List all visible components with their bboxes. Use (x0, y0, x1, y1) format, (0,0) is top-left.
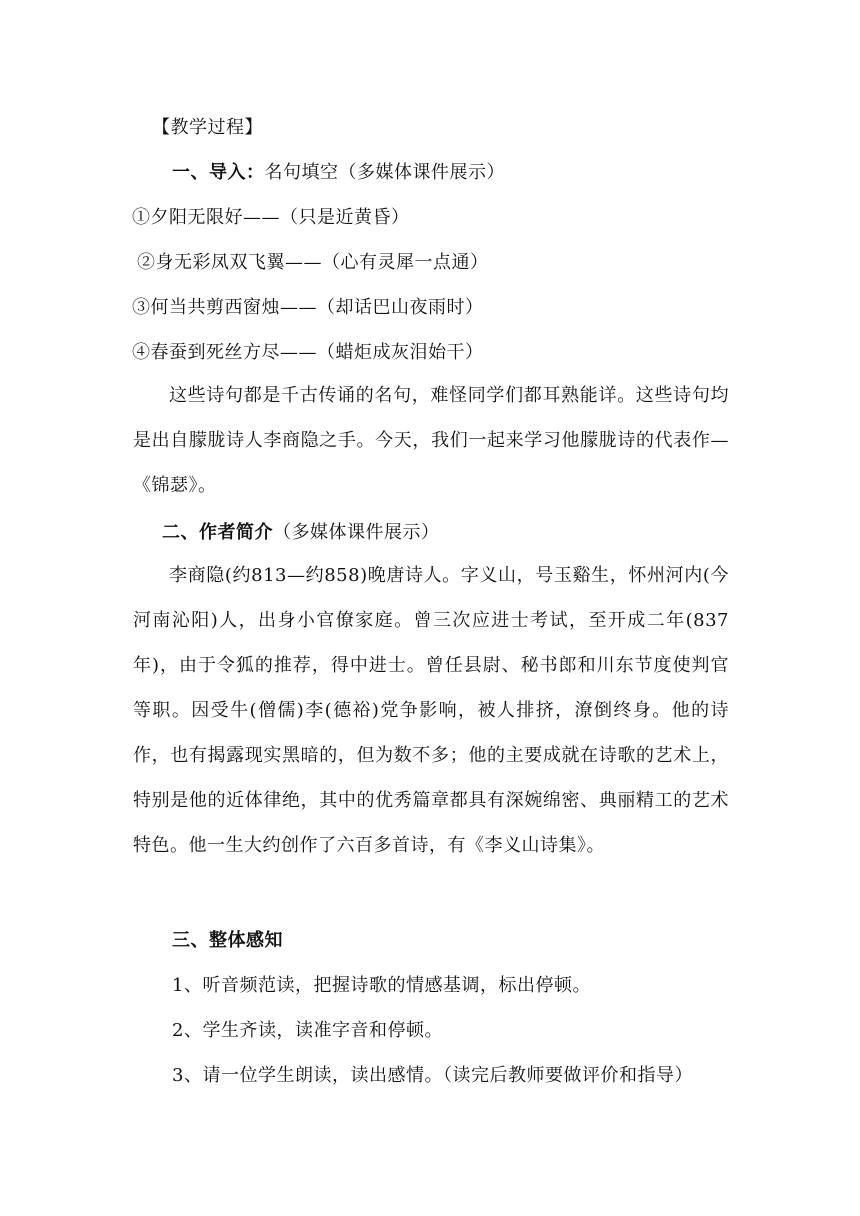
section-3-heading: 三、整体感知 (172, 930, 283, 951)
section-2-subtitle: （多媒体课件展示） (273, 522, 440, 543)
section-2-heading (162, 521, 440, 545)
section-1-heading (172, 161, 505, 185)
section-1-title: 一、导入： (172, 162, 265, 183)
step-1: 1、听音频范读，把握诗歌的情感基调，标出停顿。 (172, 975, 591, 996)
section-2-title: 二、作者简介 (162, 522, 273, 543)
author-paragraph: 李商隐(约813—约858)晚唐诗人。字义山，号玉谿生，怀州河内(今河南沁阳)人，出身小官僚家庭。曾三次应进士考试，至开成二年(837年)，由于令狐的推荐，得中进士。曾任县尉、秘书郎和川东节度使判官等职。因受牛(僧儒)李(德裕)党争影响，被人排挤，潦倒终身。他的诗作，也有揭露现实黑暗的，但为数不多；他的主要成就在诗歌的艺术上，特别是他的近体律绝，其中的优秀篇章都具有深婉绵密、典丽精工的艺术特色。他一生大约创作了六百多首诗，有《李义山诗集》。 (133, 565, 729, 856)
quote-2: ②身无彩凤双飞翼——（心有灵犀一点通） (137, 252, 489, 273)
quote-1: ①夕阳无限好——（只是近黄昏） (132, 207, 410, 228)
section-1-subtitle: 名句填空（多媒体课件展示） (264, 162, 505, 183)
quote-4: ④春蚕到死丝方尽——（蜡炬成灰泪始干） (132, 342, 484, 363)
intro-paragraph: 这些诗句都是千古传诵的名句，难怪同学们都耳熟能详。这些诗句均是出自朦胧诗人李商隐之手。今天，我们一起来学习他朦胧诗的代表作—《锦瑟》。 (133, 385, 729, 496)
section-heading: 【教学过程】 (152, 117, 263, 138)
step-2: 2、学生齐读，读准字音和停顿。 (172, 1020, 443, 1041)
quote-3: ③何当共剪西窗烛——（却话巴山夜雨时） (132, 297, 484, 318)
step-3: 3、请一位学生朗读，读出感情。（读完后教师要做评价和指导） (172, 1065, 693, 1086)
